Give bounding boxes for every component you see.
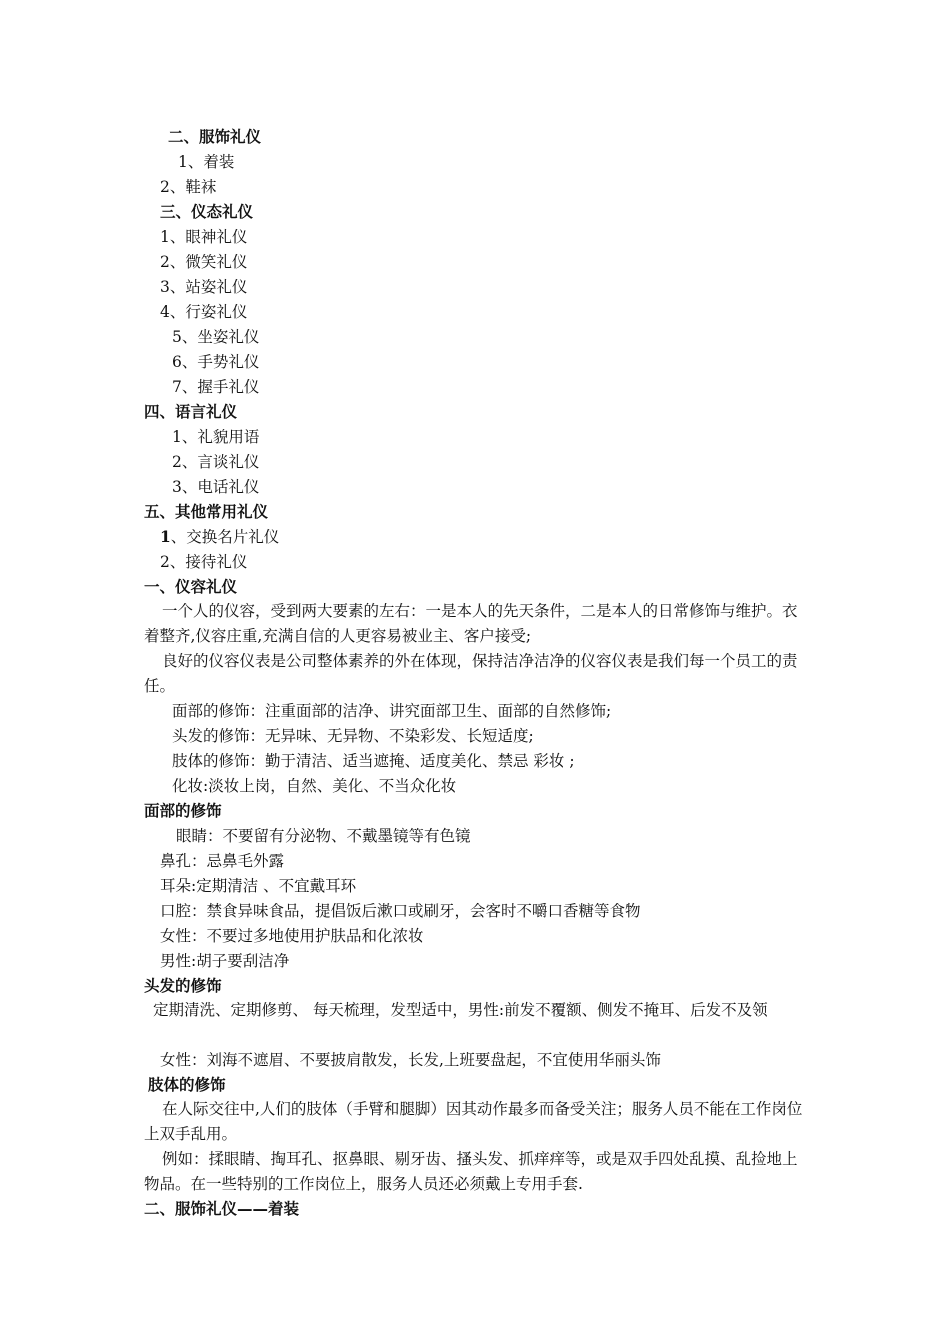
item-number: 1 [160, 527, 171, 546]
body-line: 耳朵:定期清洁 、不宜戴耳环 [160, 877, 357, 895]
outline-item [160, 525, 279, 549]
body-line: 化妆:淡妆上岗，自然、美化、不当众化妆 [172, 777, 457, 795]
outline-item: 2、接待礼仪 [160, 553, 248, 571]
section-heading-attire: 二、服饰礼仪——着装 [144, 1200, 300, 1218]
body-line: 鼻孔：忌鼻毛外露 [160, 852, 285, 870]
body-line: 口腔：禁食异味食品，提倡饭后漱口或刷牙，会客时不嚼口香糖等食物 [160, 902, 641, 920]
item-text: 、交换名片礼仪 [170, 528, 280, 546]
outline-item: 6、手势礼仪 [172, 353, 260, 371]
body-paragraph: 定期清洗、定期修剪、 每天梳理，发型适中，男性:前发不覆额、侧发不掩耳、后发不及领 [153, 1001, 768, 1019]
outline-item: 7、握手礼仪 [172, 378, 260, 396]
outline-item: 1、着装 [178, 153, 235, 171]
outline-item: 3、电话礼仪 [172, 478, 260, 496]
outline-item: 2、微笑礼仪 [160, 253, 248, 271]
body-paragraph: 例如：揉眼睛、掏耳孔、抠鼻眼、剔牙齿、搔头发、抓痒痒等，或是双手四处乱摸、乱捡地上物品。在一些特别的工作岗位上，服务人员还必须戴上专用手套. [144, 1150, 798, 1193]
body-line: 女性：刘海不遮眉、不要披肩散发，长发,上班要盘起，不宜使用华丽头饰 [160, 1051, 661, 1069]
outline-item: 2、鞋袜 [160, 178, 217, 196]
body-paragraph: 在人际交往中,人们的肢体（手臂和腿脚）因其动作最多而备受关注；服务人员不能在工作岗位上双手乱用。 [144, 1100, 803, 1143]
section-heading-limbs: 肢体的修饰 [148, 1076, 226, 1094]
body-paragraph: 良好的仪容仪表是公司整体素养的外在体现，保持洁净洁净的仪容仪表是我们每一个员工的责任。 [144, 652, 798, 695]
body-line: 女性：不要过多地使用护肤品和化浓妆 [160, 927, 424, 945]
outline-heading-language: 四、语言礼仪 [144, 403, 238, 421]
body-line: 头发的修饰：无异味、无异物、不染彩发、长短适度; [172, 727, 534, 745]
outline-heading-other: 五、其他常用礼仪 [144, 503, 269, 521]
outline-item: 2、言谈礼仪 [172, 453, 260, 471]
body-paragraph: 一个人的仪容，受到两大要素的左右：一是本人的先天条件，二是本人的日常修饰与维护。衣着整齐,仪容庄重,充满自信的人更容易被业主、客户接受; [144, 602, 798, 645]
section-heading-hair: 头发的修饰 [144, 977, 222, 995]
outline-item: 4、行姿礼仪 [160, 303, 248, 321]
outline-item: 3、站姿礼仪 [160, 278, 248, 296]
outline-heading-posture: 三、仪态礼仪 [160, 203, 254, 221]
outline-item: 5、坐姿礼仪 [172, 328, 260, 346]
outline-heading-dress: 二、服饰礼仪 [168, 128, 262, 146]
body-line: 男性:胡子要刮洁净 [160, 952, 290, 970]
body-line: 面部的修饰：注重面部的洁净、讲究面部卫生、面部的自然修饰; [172, 702, 612, 720]
section-heading-face: 面部的修饰 [144, 802, 222, 820]
section-heading-appearance: 一、仪容礼仪 [144, 578, 238, 596]
body-line: 肢体的修饰：勤于清洁、适当遮掩、适度美化、禁忌 彩妆 ; [172, 752, 575, 770]
outline-item: 1、眼神礼仪 [160, 228, 248, 246]
body-line: 眼睛：不要留有分泌物、不戴墨镜等有色镜 [176, 827, 471, 845]
outline-item: 1、礼貌用语 [172, 428, 260, 446]
